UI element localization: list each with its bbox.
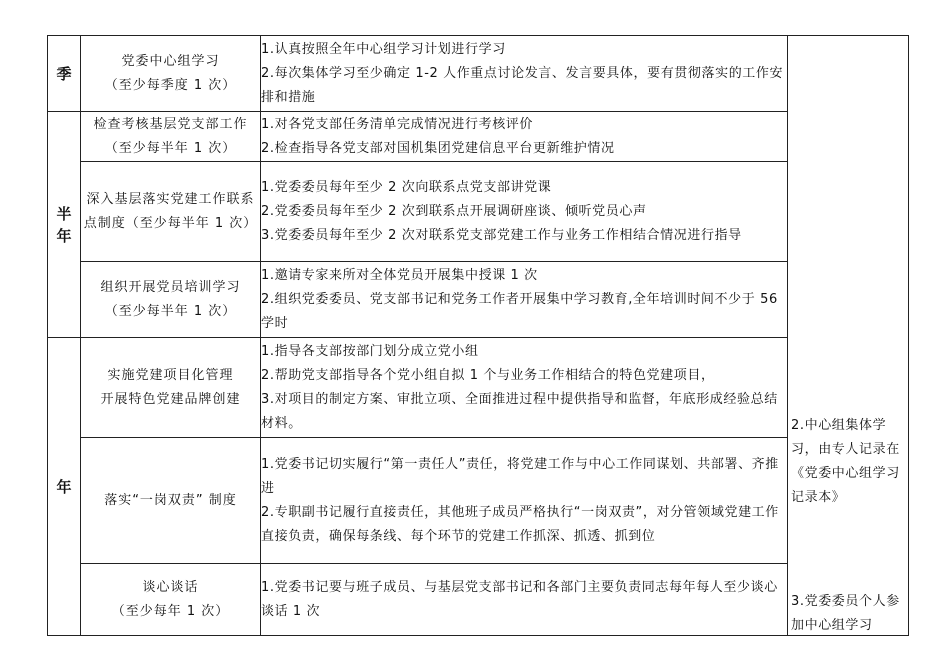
content-line: 1.邀请专家来所对全体党员开展集中授课 1 次: [261, 267, 538, 283]
content-cell: [261, 112, 788, 162]
content-cell: [261, 564, 788, 636]
table-row: [48, 338, 909, 438]
content-line: 1.指导各支部按部门划分成立党小组: [261, 343, 479, 359]
period-label: 季: [56, 64, 72, 83]
item-frequency: （至少每半年 1 次）: [104, 140, 237, 156]
content-line: 2.检查指导各党支部对国机集团党建信息平台更新维护情况: [261, 140, 615, 156]
content-cell: [261, 262, 788, 338]
content-line: 2.党委委员每年至少 2 次到联系点开展调研座谈、倾听党员心声: [261, 203, 647, 219]
content-line: 1.党委委员每年至少 2 次向联系点党支部讲党课: [261, 179, 552, 195]
item-title: 实施党建项目化管理: [107, 367, 234, 383]
content-line: 2.帮助党支部指导各个党小组自拟 1 个与业务工作相结合的特色党建项目，: [261, 367, 715, 383]
item-title: 开展特色党建品牌创建: [100, 391, 241, 407]
content-line: 3.党委委员每年至少 2 次对联系党支部党建工作与业务工作相结合情况进行指导: [261, 227, 742, 243]
period-cell-year: [48, 338, 81, 636]
item-title: 谈心谈话: [142, 579, 199, 595]
content-line: 3.对项目的制定方案、审批立项、全面推进过程中提供指导和监督，年底形成经验总结材料。: [261, 391, 778, 431]
note-text: 2.中心组集体学习，由专人记录在《党委中心组学习记录本》: [791, 418, 900, 505]
item-cell: [81, 262, 261, 338]
item-frequency: （至少每季度 1 次）: [104, 77, 237, 93]
item-cell: [81, 564, 261, 636]
item-title: 党委中心组学习: [121, 53, 220, 69]
content-cell: [261, 162, 788, 262]
item-title: 检查考核基层党支部工作: [93, 116, 248, 132]
table-row: [48, 162, 909, 262]
item-frequency: （至少每半年 1 次）: [104, 303, 237, 319]
table-row: [48, 112, 909, 162]
content-line: 1.党委书记要与班子成员、与基层党支部书记和各部门主要负责同志每年每人至少谈心谈话 1 次: [261, 579, 778, 619]
content-line: 2.每次集体学习至少确定 1-2 人作重点讨论发言、发言要具体，要有贯彻落实的工作安排和措施: [261, 65, 784, 105]
item-cell: [81, 438, 261, 564]
table-row: [48, 36, 909, 112]
table-row: [48, 262, 909, 338]
note-2: [791, 414, 905, 510]
period-label-char: 年: [56, 226, 72, 245]
item-cell: [81, 162, 261, 262]
content-line: 1.党委书记切实履行“第一责任人”责任，将党建工作与中心工作同谋划、共部署、齐推进: [261, 456, 779, 496]
period-cell-quarter: [48, 36, 81, 112]
item-cell: [81, 112, 261, 162]
content-line: 1.认真按照全年中心组学习计划进行学习: [261, 41, 506, 57]
item-title: 深入基层落实党建工作联系点制度（至少每半年 1 次）: [83, 191, 258, 231]
notes-cell: [788, 36, 909, 636]
content-line: 2.专职副书记履行直接责任，其他班子成员严格执行“一岗双责”，对分管领域党建工作直接负责，确保每条线、每个环节的党建工作抓深、抓透、抓到位: [261, 504, 779, 544]
item-cell: [81, 36, 261, 112]
item-title: 组织开展党员培训学习: [100, 279, 241, 295]
item-cell: [81, 338, 261, 438]
content-cell: [261, 338, 788, 438]
content-line: 1.对各党支部任务清单完成情况进行考核评价: [261, 116, 534, 132]
content-cell: [261, 36, 788, 112]
party-work-plan-table: [47, 35, 909, 636]
note-text: 3.党委委员个人参加中心组学习: [791, 594, 900, 633]
period-label-char: 半: [56, 204, 72, 223]
item-title: 落实“一岗双责” 制度: [104, 492, 237, 508]
item-frequency: （至少每年 1 次）: [111, 603, 230, 619]
content-line: 2.组织党委委员、党支部书记和党务工作者开展集中学习教育,全年培训时间不少于 56 学时: [261, 291, 778, 331]
content-cell: [261, 438, 788, 564]
table-row: [48, 438, 909, 564]
table-row: [48, 564, 909, 636]
period-cell-half-year: [48, 112, 81, 338]
period-label: 年: [56, 477, 72, 496]
note-3: [791, 590, 905, 638]
